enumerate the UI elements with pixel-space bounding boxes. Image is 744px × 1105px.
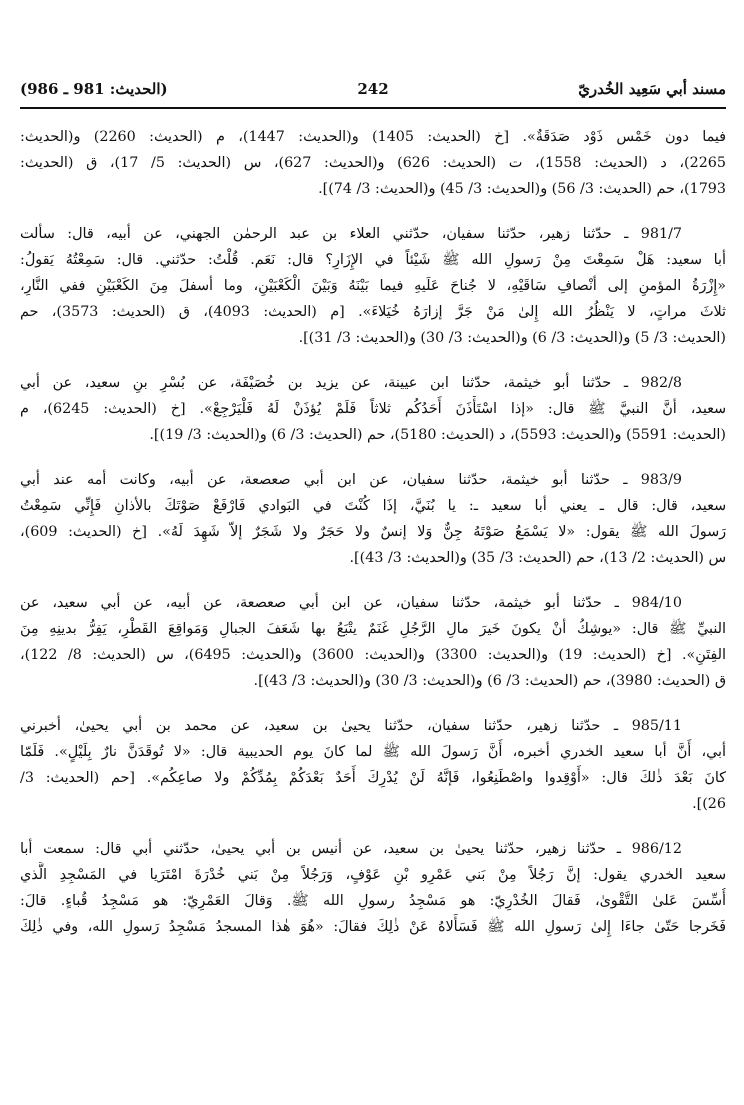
text-line: ثلاثَ مراتٍ، لا يَنْظُرُ الله إِلىٰ مَنْ جَرَّ إزارَهُ خُيَلاءَ». [م (الحديث: 4093)، ق (الحديث: 3573)، حم [20, 304, 726, 320]
text-line: 986/12 ـ حدّثنا زهير، حدّثنا يحيىٰ بن سعيد، عن أنيس بن أبي يحيىٰ، حدّثني أبي قال: سمعت أبا [20, 841, 682, 857]
text-line: أُسِّسَ عَلىٰ التَّقْوىٰ، فَقالَ الخُدْرِيّ: هو مَسْجِدُ رسولِ الله ﷺ. وَقالَ العَمْرِيّ: هو مَسْجِدُ قُباءٍ. قالَ: [20, 893, 726, 909]
text-line: 26)]. [692, 796, 726, 812]
text-line: النبيِّ ﷺ قال: «يوشِكُ أنْ يكونَ خَيرَ مالِ الرَّجُلِ غَنَمٌ يتْبَعُ بها شَعَفَ الجبالِ وَمَواقِعَ القَطْرِ، يَفِرُّ بدينِهِ مِنَ [20, 621, 726, 637]
text-line: 985/11 ـ حدّثنا زهير، حدّثنا سفيان، حدّثنا يحيىٰ بن سعيد، عن محمد بن أبي يحيىٰ، أخبرني [20, 718, 682, 734]
hadith-985 [20, 713, 726, 817]
text-line: كانَ بَعْدَ ذٰلكَ قال: «أَوْقِدوا واصْطَنِعُوا، فَإنَّهُ لَنْ يُدْرِكَ أَحَدٌ بَعْدَكُمْ بِمُدِّكُمْ ولا صاعِكُم». [حم (الحديث: 3/ [20, 770, 726, 786]
text-line: الفِتَنِ». [خ (الحديث: 19) و(الحديث: 3300) و(الحديث: 3600) و(الحديث: 6495)، س (الحديث: 8/ 122)، [20, 647, 726, 663]
hadith-984 [20, 590, 726, 694]
hadith-986 [20, 836, 726, 940]
hadith-range: (الحديث: 981 ـ 986) [20, 80, 168, 98]
text-line: 984/10 ـ حدّثنا أبو خيثمة، حدّثنا سفيان، عن ابن أبي صعصعة، عن أبيه، عن أبي سعيد، عن [20, 595, 682, 611]
text-line: سعيد، قال: قال ـ يعني أبا سعيد ـ: يا بُنَيَّ، إذَا كُنْتَ في البَوادي فَارْفَعْ صَوْتَكَ بالأذانِ فَإِنِّي سَمِعْتُ [20, 498, 726, 514]
running-header [20, 80, 726, 106]
hadith-981 [20, 221, 726, 351]
text-line: أبي، أَنَّ أبا سعيد الخدري أخبره، أَنَّ رَسولَ الله ﷺ لما كانَ يوم الحديبية قال: «لا تُوقَدَنَّ نارٌ بِلَيْلٍ». فَلَمّا [20, 744, 726, 760]
paragraph-continuation [20, 124, 726, 202]
text-line: فَخَرجا حَتّىٰ جاءَا إِلىٰ رَسولِ الله ﷺ فَسَأَلاهُ عَنْ ذٰلِكَ فقالَ: «هُوَ هٰذا المسجدُ مَسْجِدُ رَسولِ الله، وفي ذٰلِكَ [20, 919, 726, 935]
text-line: س (الحديث: 2/ 13)، حم (الحديث: 3/ 35) و(الحديث: 3/ 43)]. [349, 550, 726, 566]
page-number: 242 [357, 80, 389, 98]
text-line: سعيد الخدري يقول: إنَّ رَجُلاً مِنْ بَني عَمْرِو بْنِ عَوْفٍ، وَرَجُلاً مِنْ بَني خُدْرَةَ امْتَرَيا في المَسْجِدِ الَّذي [20, 867, 726, 883]
book-title: مسند أبي سَعِيد الخُدريّ [578, 80, 726, 98]
hadith-983 [20, 467, 726, 571]
text-line: سعيد، أنَّ النبيَّ ﷺ قال: «إذا اسْتَأْذَنَ أَحَدُكُم ثلاثاً فَلَمْ يُؤذَنْ لَهُ فَلْيَرْجِعْ». [خ (الحديث: 6245)، م [20, 401, 726, 417]
text-line: «إِزْرَةُ المؤمنِ إلى أنْصافِ سَاقَيْهِ، لا جُناحَ عَلَيهِ فيما بَيْنَهُ وَبَيْنَ الْكَعْبَيْنِ، وما أسفلَ مِنَ الكَعْبَيْنِ ففي النَّارِ، [20, 278, 726, 294]
text-line: (الحديث: 5591) و(الحديث: 5593)، د (الحديث: 5180)، حم (الحديث: 3/ 6) و(الحديث: 3/ 19)]. [149, 427, 726, 443]
text-line: 982/8 ـ حدّثنا أبو خيثمة، حدّثنا ابن عيينة، عن يزيد بن خُصَيْفَة، عن بُسْرِ بنِ سعيد، عن أبي [20, 375, 682, 391]
text-line: 1793)، حم (الحديث: 3/ 56) و(الحديث: 3/ 45) و(الحديث: 3/ 74)]. [318, 181, 726, 197]
header-rule [20, 107, 726, 109]
text-line: 983/9 ـ حدّثنا أبو خيثمة، حدّثنا سفيان، عن ابن أبي صعصعة، عن أبيه، وكانت أمه عند أبي [20, 472, 682, 488]
page-body [20, 124, 726, 959]
text-line: 981/7 ـ حدّثنا زهير، حدّثنا سفيان، حدّثني العلاء بن عبد الرحمٰن الجهني، عن أبيه، قال: سألت [20, 226, 682, 242]
text-line: 2265)، د (الحديث: 1558)، ت (الحديث: 626) و(الحديث: 627)، س (الحديث: 5/ 17)، ق (الحديث: [20, 155, 726, 171]
hadith-982 [20, 370, 726, 448]
text-line: فيما دون خَمْس ذَوْد صَدَقَةٌ». [خ (الحديث: 1405) و(الحديث: 1447)، م (الحديث: 2260) و(الحديث: [20, 129, 726, 145]
text-line: (الحديث: 3/ 5) و(الحديث: 3/ 6) و(الحديث: 3/ 30) و(الحديث: 3/ 31)]. [298, 330, 726, 346]
text-line: ق (الحديث: 3980)، حم (الحديث: 3/ 6) و(الحديث: 3/ 30) و(الحديث: 3/ 43)]. [253, 673, 726, 689]
text-line: أبا سعيد: هَلْ سَمِعْتَ مِنْ رَسولِ الله ﷺ شَيْئاً في الإِزَارِ؟ قال: نَعَم. قُلْتُ: حدّثني. قال: سَمِعْتُهُ يَقولُ: [20, 252, 726, 268]
text-line: رَسولَ الله ﷺ يقول: «لا يَسْمَعُ صَوْتَهُ جِنٌّ وَلا إنسٌ ولا حَجَرٌ ولا شَجَرٌ إلاّ شَهِدَ لَهُ». [خ (الحديث: 609)، [20, 524, 726, 540]
